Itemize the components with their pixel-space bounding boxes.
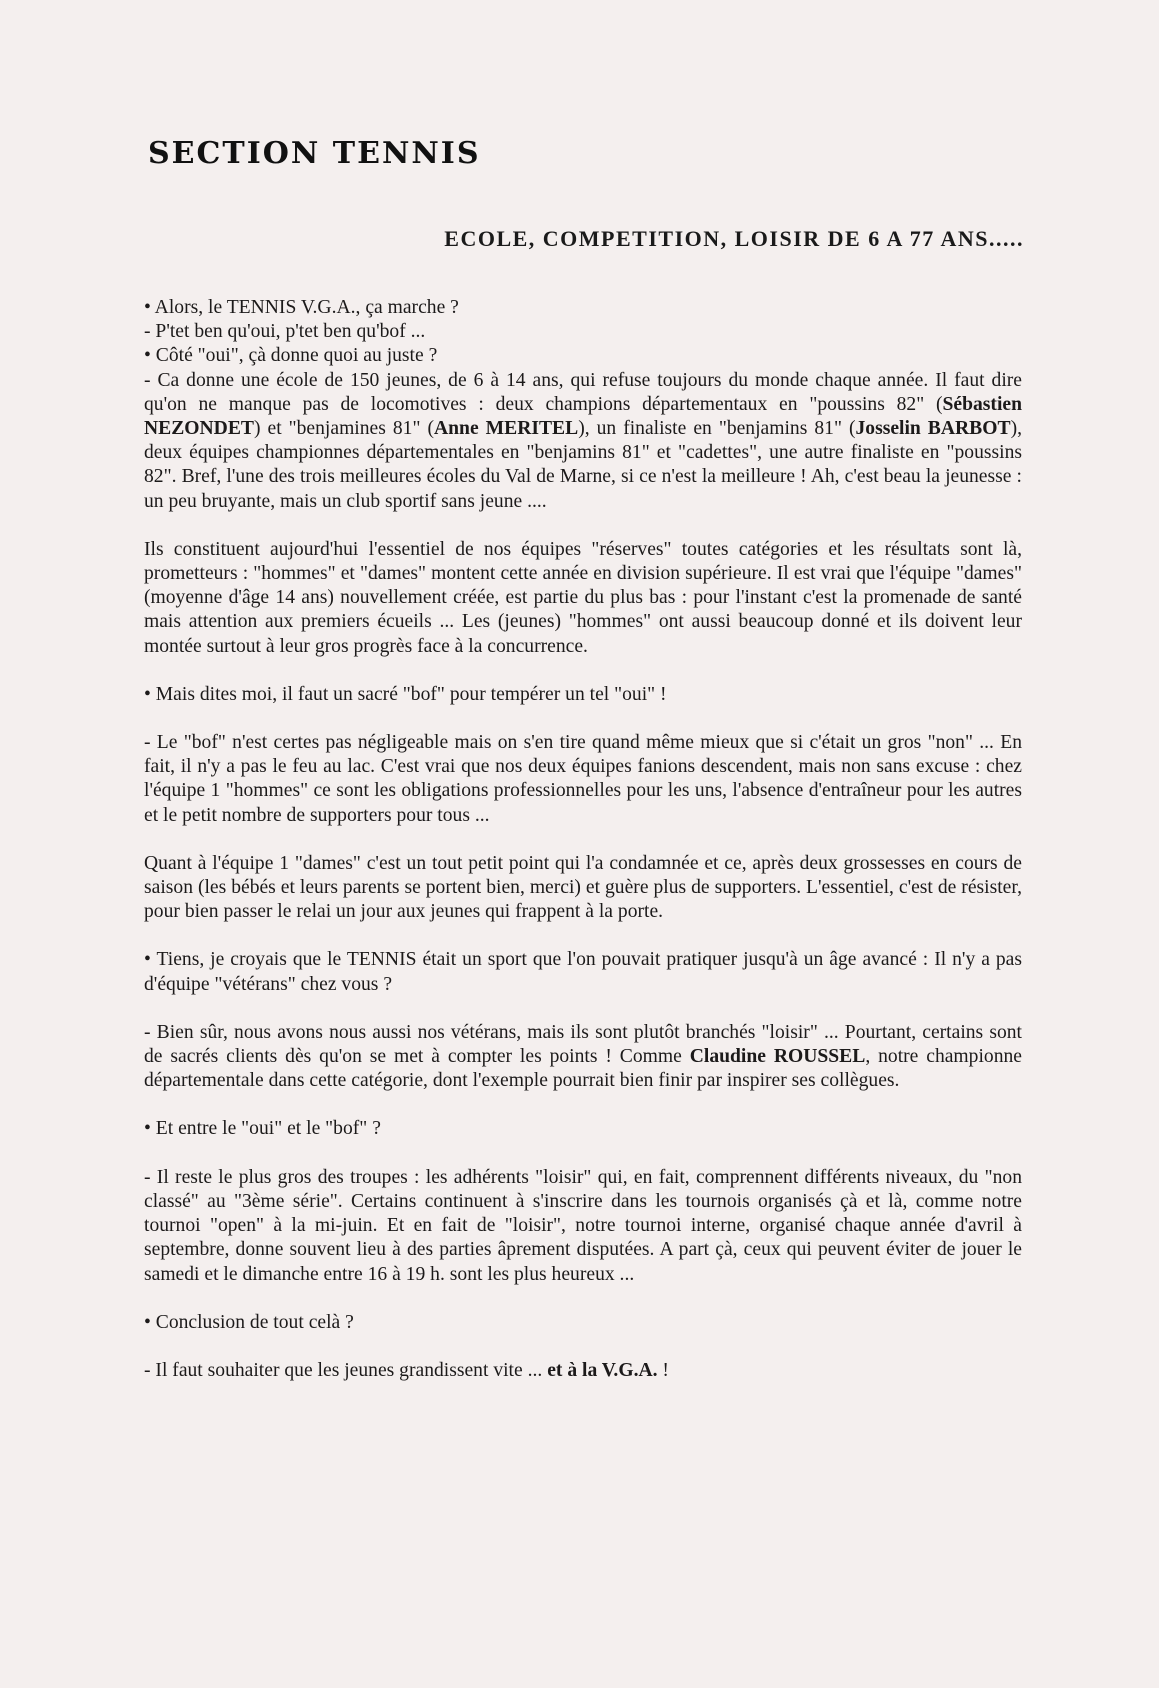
- text-run: !: [657, 1359, 669, 1381]
- body-paragraph: Quant à l'équipe 1 "dames" c'est un tout petit point qui l'a condamnée et ce, après deux grossesses en cours de saison (les bébés et leurs parents se portent bien, merci) et guère plus de supporters. L'essentiel, c'est de résister, pour bien passer le relai un jour aux jeunes qui frappent à la porte.: [144, 852, 1022, 923]
- question-paragraph: • Tiens, je croyais que le TENNIS était un sport que l'on pouvait pratiquer jusqu'à un âge avancé : Il n'y a pas d'équipe "vétérans" chez vous ?: [144, 949, 1022, 995]
- text-run: - Ca donne une école de 150 jeunes, de 6 à 14 ans, qui refuse toujours du monde chaque année. Il faut dire qu'on ne manque pas de locomotives : deux champions départementaux en "poussins 82" (: [144, 369, 1022, 415]
- text-run: ), un finaliste en "benjamins 81" (: [578, 418, 856, 440]
- question-paragraph: • Et entre le "oui" et le "bof" ?: [144, 1118, 381, 1140]
- body-paragraph: Ils constituent aujourd'hui l'essentiel de nos équipes "réserves" toutes catégories et les résultats sont là, prometteurs : "hommes" et "dames" montent cette année en division supérieure. Il est vrai que l'équipe "dames" (moyenne d'âge 14 ans) nouvellement créée, est partie du plus bas : pour l'instant c'est la promenade de santé mais attention aux premiers écueils ... Les (jeunes) "hommes" ont aussi beaucoup donné et ils doivent leur montée surtout à leur gros progrès face à la concurrence.: [144, 538, 1022, 657]
- question-paragraph: • Conclusion de tout celà ?: [144, 1311, 354, 1333]
- answer-paragraph: [144, 369, 1022, 514]
- section-subtitle: ECOLE, COMPETITION, LOISIR DE 6 A 77 ANS.....: [444, 226, 1024, 251]
- bold-name: Claudine ROUSSEL: [689, 1046, 866, 1068]
- text-run: - Bien sûr, nous avons nous aussi nos vétérans, mais ils sont plutôt branchés "loisir" ... Pourtant, certains sont de sacrés clients dès qu'on se met à compter les points ! Comme: [144, 1021, 1022, 1068]
- question-paragraph: • Côté "oui", çà donne quoi au juste ?: [144, 345, 438, 367]
- text-run: , notre championne départementale dans cette catégorie, dont l'exemple pourrait bien finir par inspirer ses collègues.: [144, 1046, 1023, 1092]
- question-paragraph: • Alors, le TENNIS V.G.A., ça marche ?: [144, 297, 459, 318]
- bold-name: Anne MERITEL: [434, 418, 579, 440]
- section-title: SECTION TENNIS: [148, 136, 481, 171]
- bold-name: Josselin BARBOT: [855, 418, 1011, 440]
- text-run: - Il faut souhaiter que les jeunes grandissent vite ...: [144, 1359, 548, 1381]
- bold-name: Sébastien NEZONDET: [144, 393, 1022, 440]
- answer-paragraph: - P'tet ben qu'oui, p'tet ben qu'bof ...: [144, 321, 426, 343]
- bold-closing: et à la V.G.A.: [547, 1359, 658, 1381]
- text-run: ), deux équipes championnes départementales en "benjamins 81" et "cadettes", une autre finaliste en "poussins 82". Bref, l'une des trois meilleures écoles du Val de Marne, si ce n'est la meilleure ! Ah, c'est beau la jeunesse : un peu bruyante, mais un club sportif sans jeune ....: [144, 418, 1022, 512]
- answer-paragraph: [144, 1021, 1022, 1094]
- answer-paragraph: [144, 1359, 1022, 1383]
- question-paragraph: • Mais dites moi, il faut un sacré "bof" pour tempérer un tel "oui" !: [144, 683, 667, 705]
- answer-paragraph: - Le "bof" n'est certes pas négligeable mais on s'en tire quand même mieux que si c'était un gros "non" ... En fait, il n'y a pas le feu au lac. C'est vrai que nos deux équipes fanions descendent, mais non sans excuse : chez l'équipe 1 "hommes" ce sont les obligations professionnelles pour les uns, l'absence d'entraîneur pour les autres et le petit nombre de supporters pour tous ...: [144, 732, 1022, 826]
- text-run: ) et "benjamines 81" (: [253, 418, 434, 440]
- article-body: [144, 296, 1022, 1407]
- answer-paragraph: - Il reste le plus gros des troupes : les adhérents "loisir" qui, en fait, comprennent différents niveaux, du "non classé" au "3ème série". Certains continuent à s'inscrire dans les tournois organisés çà et là, comme notre tournoi "open" à la mi-juin. Et en fait de "loisir", notre tournoi interne, organisé chaque année d'avril à septembre, donne souvent lieu à des parties âprement disputées. A part çà, ceux qui peuvent éviter de jouer le samedi et le dimanche entre 16 à 19 h. sont les plus heureux ...: [144, 1166, 1022, 1285]
